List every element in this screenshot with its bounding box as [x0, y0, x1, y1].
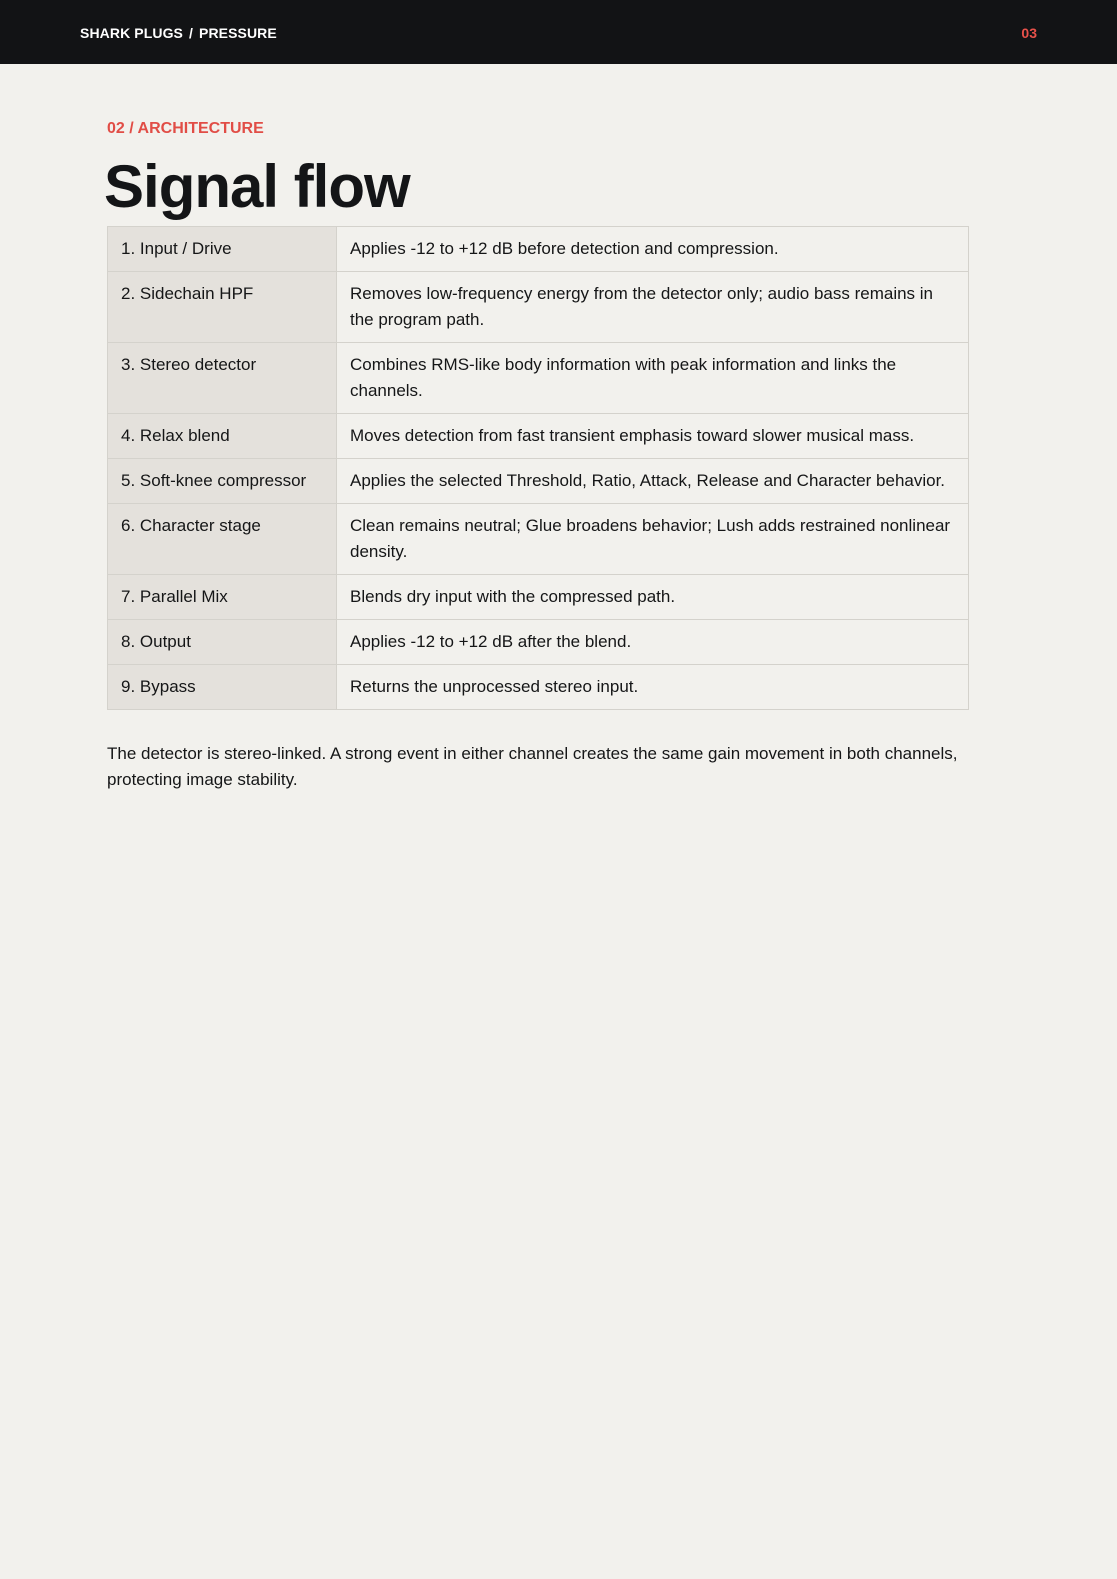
- table-row: [108, 504, 969, 575]
- breadcrumb-product: PRESSURE: [199, 25, 277, 41]
- stereo-link-note: The detector is stereo-linked. A strong event in either channel creates the same gain movement in both channels, protecting image stability.: [107, 744, 958, 789]
- breadcrumb-brand: SHARK PLUGS: [80, 25, 183, 41]
- stage-cell: 3. Stereo detector: [108, 343, 337, 414]
- page-number: 03: [1021, 25, 1037, 41]
- signal-flow-table: [107, 226, 969, 710]
- table-row: [108, 343, 969, 414]
- stage-cell: 7. Parallel Mix: [108, 575, 337, 620]
- table-row: [108, 620, 969, 665]
- stage-cell: 8. Output: [108, 620, 337, 665]
- table-row: [108, 459, 969, 504]
- table-row: [108, 227, 969, 272]
- table-row: [108, 665, 969, 710]
- section-label: 02 / ARCHITECTURE: [107, 120, 264, 137]
- description-cell: Blends dry input with the compressed path.: [337, 575, 969, 620]
- description-cell: Moves detection from fast transient emphasis toward slower musical mass.: [337, 414, 969, 459]
- description-cell: Returns the unprocessed stereo input.: [337, 665, 969, 710]
- stage-cell: 9. Bypass: [108, 665, 337, 710]
- table-row: [108, 272, 969, 343]
- page-title: Signal flow: [104, 153, 410, 220]
- table-row: [108, 414, 969, 459]
- stage-cell: 2. Sidechain HPF: [108, 272, 337, 343]
- stage-cell: 1. Input / Drive: [108, 227, 337, 272]
- stage-cell: 5. Soft-knee compressor: [108, 459, 337, 504]
- stage-cell: 4. Relax blend: [108, 414, 337, 459]
- top-bar: [0, 0, 1117, 64]
- description-cell: Applies -12 to +12 dB before detection and compression.: [337, 227, 969, 272]
- breadcrumb-separator: /: [189, 25, 193, 41]
- description-cell: Removes low-frequency energy from the detector only; audio bass remains in the program path.: [337, 272, 969, 343]
- description-cell: Clean remains neutral; Glue broadens behavior; Lush adds restrained nonlinear density.: [337, 504, 969, 575]
- stage-cell: 6. Character stage: [108, 504, 337, 575]
- description-cell: Combines RMS-like body information with peak information and links the channels.: [337, 343, 969, 414]
- description-cell: Applies the selected Threshold, Ratio, Attack, Release and Character behavior.: [337, 459, 969, 504]
- table-row: [108, 575, 969, 620]
- breadcrumb: [80, 25, 277, 42]
- description-cell: Applies -12 to +12 dB after the blend.: [337, 620, 969, 665]
